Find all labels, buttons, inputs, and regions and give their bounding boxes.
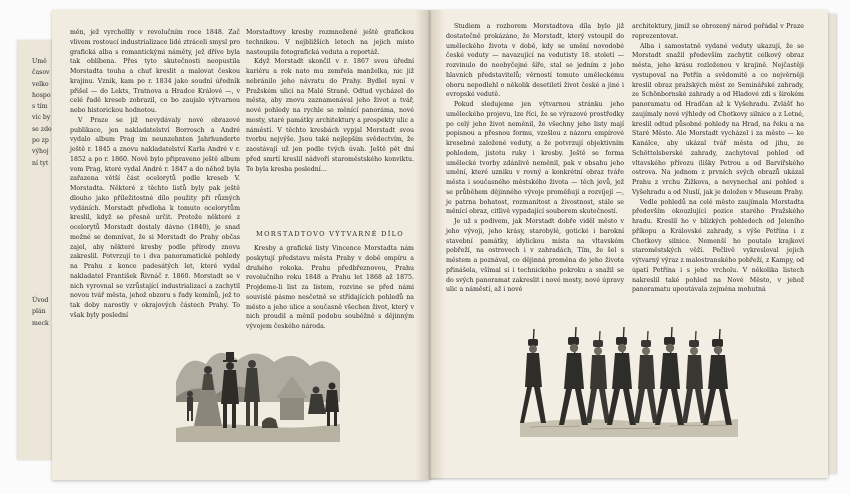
underlying-page-text: Umě časov velko hospo s tím víc by se zde po zp výhoj ní tyt [32,58,52,167]
paragraph: Kresby a grafické listy Vincence Morstadta nám poskytují představu města Prahy v době empíru a druhého rokoka. Prahu předbřeznovou, Prahu revolučního roku 1848 a Prahu let 1868 až 1875. Projdeme-li list za listem, rozvine se před námi souvislé pásmo nesčetně se střídajících pohledů na město a jeho ulice a současně všechen život, který v nich proudil a měnil podobu souběžně s dějinným vývojem českého národa. [246,245,414,330]
paragraph: Vedle pohledů na celé město zaujímala Morstadta především okouzlující pozice starého Pražského hradu. Kreslil ho v blízkých pohledech od Jeleního příkopu a Královské zahrady, s výše Petřína i z Chotkovy silnice. Nemenší ho poutalo krajkoví staroměstských věží. Pečlivě vykresloval jejich výtvarný výraz z malostranského pobřeží, z Kampy, od úpatí Petřína i s jeho vrcholu. V několika listech nakreslil také pohled na Nové Město, v jehož panoramatu upoutávala zejména mohutná [632,198,804,294]
paragraph: architektury, jimiž se obrozený národ pořádal v Praze reprezentovat. [632,23,804,40]
left-page-column-2 [246,28,414,174]
paragraph: Když Morstadt skončil v r. 1867 svou úřední kariéru a rok nato mu zemřela manželka, nic již nebránilo jeho návratu do Prahy. Bydlel nyní v Pražském ulici na Malé Straně. Odtud vycházel do města, aby znovu zaznamenával jeho život a tvář, nové pohledy na rychle se měnící panoráma, nové mosty, staré památky architektury a prospekty ulic a náměstí. V těchto kresbách vypjal Morstadt svou tvorbu nejvýše. Jsou také nejlepším svědectvím, že zaostávají už jen podle tvých úvah. Ještě pět dní před smrtí kreslil nádvoří staroměstského konviktu. To byla kresba poslední… [246,58,414,173]
paragraph: Pokud sledujeme jen výtvarnou stránku jeho uměleckého projevu, lze říci, že se výrazové prostředky po celý jeho život neměnil, že všechny jeho listy mají popisnou a přesnou formu, vzešlou z názoru empírové kresebné založené veduty, a že potvrzují objektivním pohledem, jistotu ruky i kresby. Ještě se forma umělecké tvorby zdánlivě neměnil, pak v obsahu jeho umění, které uzniku v rovný a konkrétní obraz tváře města i současného městského života — těch jevů, jež se průběhem dějinného vývoje proměňují a rozvíjejí —, je patrna bohatost, rozmanitost a živostnost, stále se měnící obraz, citlivě vypadající souborem skutečností. [446,101,624,216]
paragraph: Studiem a rozborem Morstadtova díla bylo již dostatečně prokázáno, že Morstadt, který vstoupil do uměleckého života v době, kdy se umění novodobé české veduty — navazující na vedutisty 18. století — rozvinulo do neobyčejné šíře, stal se jedním z jeho hlavních představitelů; věrností tomuto uměleckému oboru nepodlehl o několik desetiletí život české a jiné i evropské vedutě. [446,23,624,99]
paragraph: Morstadtovy kresby rozmnožené ještě grafickou technikou. V nejbližších letech na jejich místo nastoupila fotografická veduta a reportáž. [246,29,414,56]
right-page-column-1 [446,22,624,295]
section-heading: MORSTADTOVO VÝTVARNÉ DÍLO [256,230,404,238]
marching-soldiers-illustration [520,327,738,437]
right-page-column-2 [632,22,804,295]
paragraph: Je už s podivem, jak Morstadt dobře viděl město v jeho vývoji, jeho krásy, starobylé, gotické i barokní stavební památky, idylickou místa na vltavském pobřeží, na ostrovech i v zahradách, Tím, že šel s městem a poznával, co dějinná proměna do jeho života přinášela, všímal si i technického pokroku a snažil se do svých panoramat zakreslit i nové mosty, nové úpravy ulic a náměstí, až i nové [446,218,624,294]
paragraph: měn, jež vyrchollly v revolučním roce 1848. Zač vlivem rostoucí industrializace lidé ztráceli smysl pro grafická alba s romantickými náměty, jež dříve byla tak oblíbena. Přes tyto skutečnosti neopustila Morstadta touha a chuť kreslit a malovat českou krajinu. Vznik, kam po r. 1834 jako soudní úředník přišel — do Lekts, Tratnova a Hradce Králové —, v celé řadě kreseb zobrazil, co bo zaujalo výtvarnou nebo historickou hodnotou. [70,29,240,114]
paragraph: V Praze se již nevydávaly nové obrazové publikace, jen nakladatelství Borrosch a André vydalo album Prag im neunzehnten Jahrhunderte ještě r. 1845 a znovu nakladatelství Karla André v r. 1852 a po r. 1860. Nově bylo připraveno ještě album vom Prag, které vydal André r. 1847 a do něhož byla zařazena větší část ocelorytů podle kreseb V. Morstadta. Některé z těchto listů byly pak ještě dlouho jako příležitostné dílo použity při různých vydáních. Morstadt předloha k tomuto ocelorytům kreslil, když se přesně určit. Protože některé z ocelorytů Morstadt dostaly dávno (1840), je snad možné se domnívat, že si Morstadt do Prahy občas zajel, aby některé kresby podle přírody znovu zakreslil. Potvrzují to i dva panoramatické pohledy na Prahu z konce padesátých let, které vydal nakladatel František Řivnáč r. 1860. Morstadt se v nich vyrovnal se vzrůstající industrializací a zachytil novou tvář města, jehož obzoru s řady komínů, jež to tak doby narostly v okrajových částech Prahy. To však byly poslední [70,116,240,319]
left-page-column-2-lower [246,244,414,332]
left-page-column-1 [70,28,240,321]
underlying-page-text-lower: Úvod plán meck [32,297,49,327]
book-gutter [415,10,445,480]
paragraph: Alba i samostatně vydané veduty ukazují, že se Morstadt snažil především zachytit celkový obraz města, jeho krásu rozloženou v krajině. Nejčastěji vystupoval na Petřín a svědomitě a co nejvěrněji kreslil obraz pražských měst ze Seminářské zahrady, ze Schönbornské zahrady a od Hladové zdi s širokém panoramatu od Hradčan až k Vyšehradu. Zvlášť ho zaujímaly nové výhledy od Chotkovy silnice a z Letné, kreslil odtud působné pohledy na Hrad, na řeku a na Staré Město. Ale Morstadt vycházel i za město — ke Kanálce, aby ukázal tvář města od jihu, ze Schöttelsberské zahrady, zachytoval pohled od vltavského přívozu (lišky Petrou a od Barvířského ostrova. Na jednom z prvních svých obrazů ukázal Prahu z vrchu Žižkova, a nevynechal ani pohled s Vyšehradu a od Nuslí, jak je doložen v Museum Prahy. [632,42,804,196]
period-figures-illustration [176,342,340,442]
